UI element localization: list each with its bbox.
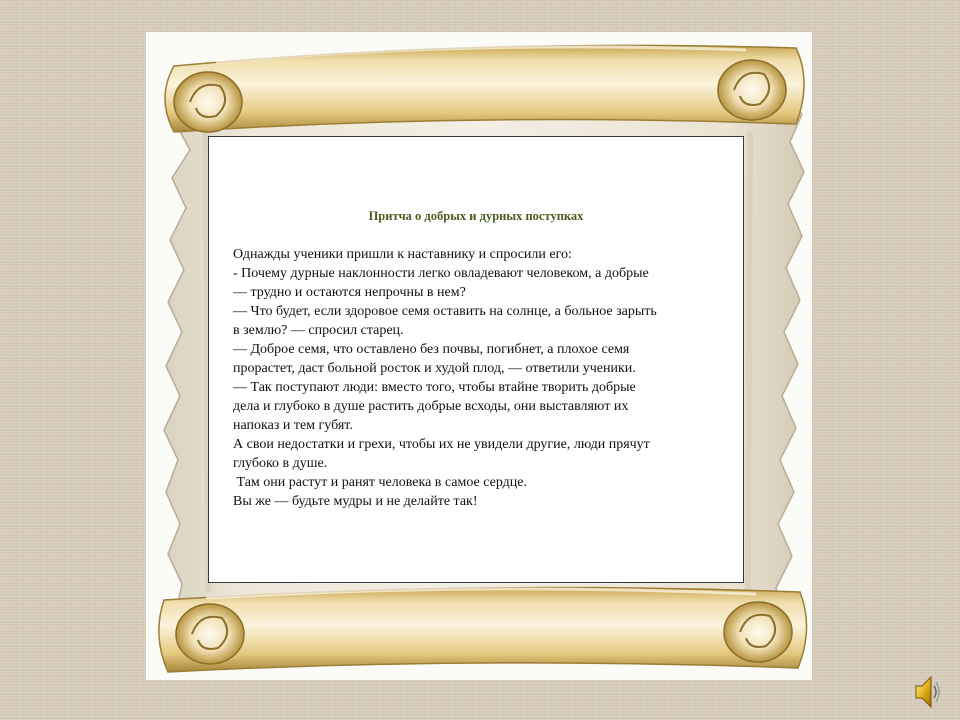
parable-line: — Так поступают люди: вместо того, чтобы втайне творить добрые: [233, 380, 636, 395]
parable-line: — Что будет, если здоровое семя оставить на солнце, а больное зарыть: [233, 304, 657, 319]
parable-line: дела и глубоко в душе растить добрые всходы, они выставляют их: [233, 399, 629, 414]
parable-line: прорастет, даст больной росток и худой плод, — ответили ученики.: [233, 361, 636, 376]
bottom-scroll-roll: [159, 588, 807, 673]
parable-title: Притча о добрых и дурных поступках: [368, 209, 584, 223]
parable-text-box: [208, 136, 744, 583]
parable-line: Там они растут и ранят человека в самое сердце.: [233, 475, 527, 490]
sound-button[interactable]: [914, 672, 940, 712]
parable-body: [233, 245, 725, 511]
parable-line: Вы же — будьте мудры и не делайте так!: [233, 494, 478, 509]
parable-line: напоказ и тем губят.: [233, 418, 353, 433]
parable-line: — трудно и остаются непрочны в нем?: [233, 285, 466, 300]
parable-line: — Доброе семя, что оставлено без почвы, погибнет, а плохое семя: [233, 342, 630, 357]
parable-line: А свои недостатки и грехи, чтобы их не увидели другие, люди прячут: [233, 437, 650, 452]
parable-line: Однажды ученики пришли к наставнику и спросили его:: [233, 247, 572, 262]
parable-line: глубоко в душе.: [233, 456, 328, 471]
parable-line: в землю? — спросил старец.: [233, 323, 404, 338]
speaker-icon: [914, 672, 940, 712]
parable-line: - Почему дурные наклонности легко овладевают человеком, а добрые: [233, 266, 649, 281]
